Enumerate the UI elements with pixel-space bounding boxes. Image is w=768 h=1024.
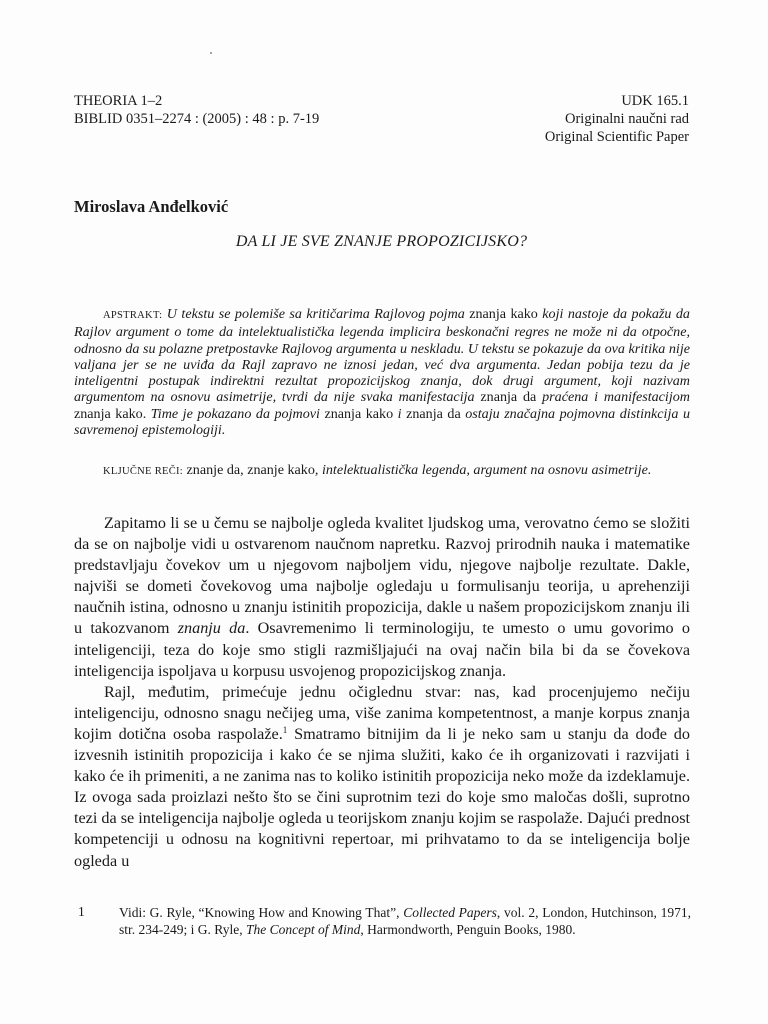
abstract-text: znanja da [401, 405, 466, 422]
footnote-ref[interactable]: 1 [282, 724, 288, 735]
author-name: Miroslava Anđelković [74, 197, 229, 216]
paper-title: DA LI JE SVE ZNANJE PROPOZICIJSKO? [235, 233, 528, 250]
footnote-number: 1 [78, 904, 85, 919]
abstract-label: APSTRAKT: [103, 310, 163, 321]
abstract-text: znanja kako [464, 306, 543, 322]
footnote-part: The Concept of Mind [245, 922, 361, 937]
abstract-text: Time je pokazano da pojmovi [150, 405, 320, 422]
footnote-text [119, 904, 691, 938]
abstract-text: praćena i manifestacijom [542, 389, 690, 406]
header-right [545, 92, 689, 146]
paper-type-sr: Originalni naučni rad [564, 111, 689, 127]
abstract-text: i [397, 405, 402, 422]
footnote-part: , Harmondworth, Penguin Books, 1980. [360, 922, 576, 937]
abstract-text: ostaju značajna pojmovna distinkcija u savremenoj epistemologiji. [74, 405, 690, 439]
paper-type-en: Original Scientific Paper [544, 129, 689, 145]
paragraph-text: Zapitamo li se u čemu se najbolje ogleda kvalitet ljudskog uma, verovatno ćemo se složiti da se on najbolje vidi u ostvarenom naučnom napretku. Razvoj prirodnih nauka i matematike predstavljaju čovekov um u njegovom najboljem vidu, njegove najbolje rezultate. Dakle, najviši se dometi čovekovog uma najbolje ogledaju u formulisanju teorija, u aprehenziji naučnih istina, odnosno u znanju istinitih propozicija, dakle u našem propozicijskom znanju ili u takozvanom [74, 514, 690, 638]
keywords-text: znanje da, znanje kako, [183, 462, 322, 478]
paragraph-text: znanju da [177, 619, 246, 638]
paragraph-text: Rajl, međutim, primećuje jednu očiglednu stvar: nas, kad procenjujemo nečiju inteligenciju, odnosno snagu nečijeg uma, više zanima kompetentnost, a manje korpus znanja kojim dotična osoba raspolaže. [74, 682, 690, 743]
header-left [74, 92, 319, 128]
paragraph-text: Smatramo bitnijim da li je neko sam u stanju da dođe do izvesnih istinitih propozicija i kako će se njima služiti, kako će ih organizovati i razvijati i kako će ih primeniti, a ne zanima nas to koliko istinitih propozicija neko može da izdeklamuje. Iz ovoga sada proizlazi nešto što se čini suprotnim tezi do koje smo maločas došli, suprotno tezi da se inteligencija najbolje ogleda u teorijskom znanju kojim se raspolaže. Dajući prednost kompetenciji u odnosu na kognitivni repertoar, mi prihvatamo to da se inteligencija bolje ogleda u [74, 724, 690, 870]
footnote-part: , vol. 2, London, Hutchinson, 1971, str. 234-249; i G. Ryle, [119, 905, 691, 937]
abstract-text: U tekstu se polemiše sa kritičarima Rajlovog pojma [166, 306, 465, 322]
abstract-text: koji nastoje da pokažu da Rajlov argument o tome da intelektualistička legenda implicira beskonačni regres ne može ni da otpočne, odnosno da su polazne pretpostavke Rajlovog argumenta u neskladu. U tekstu se pokazuje da ova kritika nije valjana jer se ne uviđa da Rajl zapravo ne iznosi jedan, već dva argumenta. Jedan pobija tezu da je inteligentni postupak indirektni rezultat propozicijskog znanja, dok drugi argument, koji nazivam argumentom na osnovu asimetrije, tvrdi da nije svaka manifestacija [74, 306, 690, 406]
footnote-part: Collected Papers [403, 905, 497, 920]
scan-speck [210, 52, 212, 54]
biblid: BIBLID 0351–2274 : (2005) : 48 : p. 7-19 [74, 111, 320, 127]
abstract-text: znanja kako [319, 405, 398, 422]
udk-code: UDK 165.1 [621, 93, 689, 109]
keywords [74, 462, 690, 480]
journal-name: THEORIA 1–2 [74, 93, 163, 109]
abstract [74, 306, 690, 438]
abstract-text: znanja da [474, 389, 543, 406]
paragraph-text: . Osavremenimo li terminologiju, te umesto o umu govorimo o inteligenciji, teza do koje smo stigli razmišljajući na ovaj način bila bi da se čovekova inteligencija ispoljava u korpusu usvojenog propozicijskog znanja. [74, 619, 690, 680]
keywords-text: intelektualistička legenda, argument na osnovu asimetrije. [321, 462, 652, 478]
abstract-text: znanja kako. [74, 405, 151, 422]
paragraph-1 [74, 513, 690, 682]
keywords-label: KLJUČNE REČI: [103, 466, 184, 477]
paragraph-2 [74, 682, 690, 872]
body-text [74, 513, 690, 872]
footnote-part: Vidi: G. Ryle, “Knowing How and Knowing That”, [119, 905, 404, 920]
